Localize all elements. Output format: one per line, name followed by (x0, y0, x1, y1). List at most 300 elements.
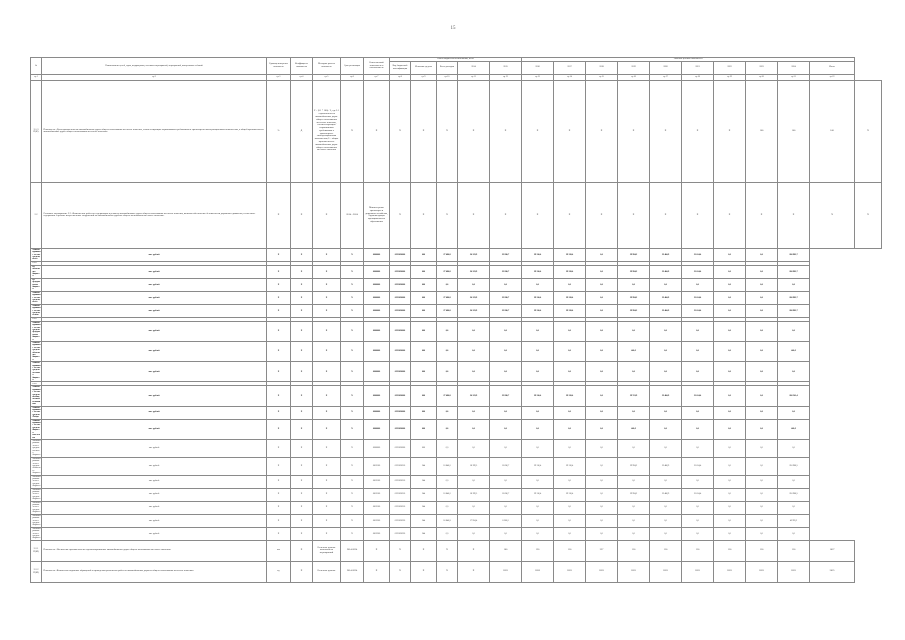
year-value-cell: 0,0 (586, 501, 618, 514)
row-coef: Х (291, 182, 313, 248)
year-value-cell: 0,0 (586, 341, 618, 361)
code-cell: 0321020310 (390, 501, 411, 514)
kbk-cell: 0613100 (364, 488, 390, 501)
year-value-cell: 36 123,9 (458, 291, 490, 304)
cell: Х (586, 80, 618, 182)
year-value-cell: 0,0 (490, 341, 522, 361)
year-value-cell: 0,0 (522, 321, 554, 341)
kbk-cell: 0613100 (364, 475, 390, 488)
cell: Х (458, 182, 490, 248)
unit-cell: тыс. рублей (42, 248, 267, 261)
col-total-header: Всего расходов (437, 61, 458, 74)
cell: Х (411, 80, 437, 182)
year-value-cell: 0,0 (458, 406, 490, 419)
cell: Х (313, 278, 341, 291)
cell: Х (855, 80, 882, 182)
year-value-cell: 31 614,4 (682, 386, 714, 406)
year-value-cell: 0,0 (458, 341, 490, 361)
year-value-cell: 0,0 (522, 419, 554, 439)
year-value-cell: 0,0 (714, 341, 746, 361)
cell: Х (437, 80, 458, 182)
year-value-cell: 27 680,8 (437, 265, 458, 278)
year-value-cell: 0,0 (618, 321, 650, 341)
cell: 2025 (554, 561, 586, 582)
col-year-header: 2016 (522, 61, 554, 74)
year-value-cell: 32 466,9 (650, 304, 682, 317)
financing-source-name: Финансирование за счет средств местного бюджета (32, 439, 41, 457)
source-cell: 000 (411, 265, 437, 278)
financing-source-name: из федерального бюджета (32, 278, 41, 291)
year-value-cell: 0,0 (618, 362, 650, 382)
cell: 150 (746, 540, 778, 561)
row-executor: Х (364, 540, 390, 561)
indicator-row (31, 561, 882, 582)
year-value-cell: 0,0 (586, 419, 618, 439)
source-cell: 000 (411, 439, 437, 457)
cell: Х (778, 182, 810, 248)
col-unit-header: Единица измерения показателя (267, 58, 291, 75)
source-cell: 244 (411, 488, 437, 501)
year-value-cell: 0,0 (437, 475, 458, 488)
year-value-cell: 0,0 (650, 321, 682, 341)
row-term: 2014-2024 (341, 540, 364, 561)
cell: 2025 (714, 561, 746, 582)
cell: Х (341, 527, 364, 540)
year-value-cell: 32 466,9 (650, 248, 682, 261)
cell: Х (267, 439, 291, 457)
cell: Х (341, 514, 364, 527)
cell: Х (650, 80, 682, 182)
year-value-cell: 0,0 (522, 501, 554, 514)
col-total-year-header: Итого (810, 61, 855, 74)
code-cell: 0321020000 (390, 362, 411, 382)
year-value-cell: 0,0 (554, 321, 586, 341)
cell: 150 (650, 540, 682, 561)
col-year-header: 2023 (746, 61, 778, 74)
cell: Х (411, 561, 437, 582)
unit-cell: тыс. рублей (42, 488, 267, 501)
financing-source-name: Финансирование за счет средств бюджета (32, 488, 41, 501)
cell: 150 (714, 540, 746, 561)
year-value-cell: 31 614,4 (682, 304, 714, 317)
cell: Х (490, 182, 522, 248)
indicator-group-header: Значения целевых показателей (522, 58, 855, 62)
source-cell: 000 (411, 304, 437, 317)
cell: Х (291, 527, 313, 540)
year-value-cell: 0,0 (586, 265, 618, 278)
year-value-cell: 39 118,4 (554, 265, 586, 278)
source-cell: 244 (411, 475, 437, 488)
financing-source-name: в т.ч. (31, 261, 42, 265)
row-coef: Х (291, 540, 313, 561)
year-value-cell: 0,0 (522, 341, 554, 361)
year-value-cell: 0,0 (682, 406, 714, 419)
source-cell: 000 (411, 278, 437, 291)
cell: Х (313, 501, 341, 514)
year-value-cell: 0,0 (714, 406, 746, 419)
cell: Х (291, 248, 313, 261)
year-value-cell: 0,0 (618, 514, 650, 527)
cell: Х (341, 386, 364, 406)
cell: Х (341, 278, 364, 291)
financing-row (31, 321, 882, 341)
cell: Х (313, 527, 341, 540)
year-value-cell: 0,0 (714, 291, 746, 304)
cell: Х (267, 488, 291, 501)
cell: Х (267, 457, 291, 475)
row-executor: Х (364, 80, 390, 182)
year-value-cell: 0,0 (554, 406, 586, 419)
unit-cell: тыс. рублей (42, 439, 267, 457)
financing-source-name: Финансирование за счет средств бюджета (32, 501, 41, 514)
year-value-cell: 0,0 (746, 527, 778, 540)
year-value-cell: 36 123,9 (458, 304, 490, 317)
cell: Х (291, 321, 313, 341)
column-number: гр.10 (437, 74, 458, 80)
unit-cell: тыс. рублей (42, 341, 267, 361)
cell: Х (390, 182, 411, 248)
cell: Х (411, 182, 437, 248)
total-cell: 260 981,7 (778, 265, 810, 278)
year-value-cell: 0,0 (682, 278, 714, 291)
year-value-cell: 0,0 (618, 501, 650, 514)
total-cell: 0,0 (778, 362, 810, 382)
cell: Х (341, 439, 364, 457)
cell: Х (522, 80, 554, 182)
cell: Х (267, 278, 291, 291)
year-value-cell: 36 123,9 (458, 248, 490, 261)
year-value-cell: 32 466,9 (650, 291, 682, 304)
cell: Х (291, 439, 313, 457)
cell: Х (291, 501, 313, 514)
column-number: гр.17 (650, 74, 682, 80)
unit-cell: тыс. рублей (42, 514, 267, 527)
cell: Х (437, 182, 458, 248)
year-value-cell: 0,0 (682, 321, 714, 341)
year-value-cell: 39 118,4 (554, 386, 586, 406)
year-value-cell: 0,0 (650, 514, 682, 527)
col-kbk-header: Код бюджетной классификации (390, 61, 411, 74)
kbk-cell: 0000000 (364, 321, 390, 341)
main-activity-row (31, 182, 882, 248)
cell: Х (411, 540, 437, 561)
year-value-cell: 0,0 (437, 527, 458, 540)
col-year-header: 2018 (586, 61, 618, 74)
year-value-cell: 17 924,4 (458, 514, 490, 527)
cell: Х (618, 80, 650, 182)
year-value-cell: 0,0 (586, 406, 618, 419)
cell: Х (291, 278, 313, 291)
year-value-cell: 39 118,4 (554, 488, 586, 501)
year-value-cell: 0,0 (522, 439, 554, 457)
year-value-cell: 0,0 (586, 488, 618, 501)
total-cell: 0,0 (778, 475, 810, 488)
source-cell: 244 (411, 527, 437, 540)
financing-source-name: Финансирование за счет средств внебюджетных источников (32, 386, 41, 406)
kbk-cell: 0000000 (364, 386, 390, 406)
year-value-cell: 0,0 (618, 278, 650, 291)
total-cell: 43 995,2 (778, 514, 810, 527)
year-value-cell: 0,0 (522, 475, 554, 488)
unit-cell: тыс. рублей (42, 362, 267, 382)
cell: Х (341, 475, 364, 488)
col-year-header: 2017 (554, 61, 586, 74)
year-value-cell: 0,0 (522, 514, 554, 527)
unit-cell: тыс. рублей (42, 501, 267, 514)
source-cell: 000 (411, 248, 437, 261)
year-value-cell: 39 994,2 (618, 265, 650, 278)
financing-row (31, 248, 882, 261)
financing-source-name: Финансирование за счет средств бюджета поселения (32, 419, 41, 439)
financing-source-name: Финансирование за счет средств областного бюджета (32, 341, 41, 361)
total-cell: 440,3 (778, 341, 810, 361)
year-value-cell: 0,0 (714, 475, 746, 488)
year-value-cell: 0,0 (458, 475, 490, 488)
source-cell: 000 (411, 341, 437, 361)
year-value-cell: 0,0 (522, 362, 554, 382)
cell: Х (714, 182, 746, 248)
year-value-cell: 0,0 (714, 362, 746, 382)
code-cell: 0321020000 (390, 278, 411, 291)
year-value-cell: 0,0 (586, 457, 618, 475)
year-value-cell: 0,0 (714, 248, 746, 261)
year-value-cell: 0,0 (682, 341, 714, 361)
cell: Х (291, 304, 313, 317)
year-value-cell: 32 466,9 (650, 386, 682, 406)
financing-row (31, 406, 882, 419)
col-year-header: 2022 (714, 61, 746, 74)
financing-row (31, 514, 882, 527)
cell: Х (437, 540, 458, 561)
financing-source-name: из областного бюджета (32, 265, 40, 278)
year-value-cell: 32 466,9 (650, 457, 682, 475)
cell: Х (618, 182, 650, 248)
financing-source-name: Финансирование за счет средств Фонда (32, 406, 41, 419)
year-value-cell: 0,0 (586, 514, 618, 527)
year-value-cell: 0,0 (437, 501, 458, 514)
year-value-cell: 0,0 (522, 527, 554, 540)
indicator-row (31, 540, 882, 561)
year-value-cell: 0,0 (554, 514, 586, 527)
year-value-cell: 0,0 (746, 475, 778, 488)
year-value-cell: 31 614,4 (682, 248, 714, 261)
cell: Х (267, 475, 291, 488)
cell: Х (267, 321, 291, 341)
column-number: гр.21 (778, 74, 810, 80)
source-cell: 244 (411, 457, 437, 475)
cell: Х (341, 457, 364, 475)
row-method: Р = (L1 * 100) / L, где L1 - протяженность автомобильных дорог общего пользования местного значения, соответствующих нормативным требованиям к транспортно-эксплуатационным показателям; L - общая протяженность автомобильных дорог общего пользования местного значения (313, 80, 341, 182)
row-unit: км (267, 540, 291, 561)
year-value-cell: 0,0 (490, 475, 522, 488)
year-value-cell: 29 116,4 (522, 248, 554, 261)
financing-row (31, 265, 882, 278)
cell: Х (267, 386, 291, 406)
cell: 2025 (490, 561, 522, 582)
cell: 2025 (586, 561, 618, 582)
row-number: 2.2.1 П(М) (31, 540, 42, 561)
kbk-cell: 0000000 (364, 439, 390, 457)
column-number: гр.7 (364, 74, 390, 80)
cell: Х (267, 419, 291, 439)
year-value-cell: 0,0 (490, 321, 522, 341)
year-value-cell: 0,0 (714, 386, 746, 406)
year-value-cell: 0,0 (458, 527, 490, 540)
cell: 2025 (746, 561, 778, 582)
kbk-cell: 0613100 (364, 457, 390, 475)
cell: Х (390, 540, 411, 561)
year-value-cell: 0,0 (714, 514, 746, 527)
cell: Х (341, 406, 364, 419)
cell: Х (291, 291, 313, 304)
year-value-cell: 0,0 (746, 514, 778, 527)
year-value-cell: 0,0 (682, 527, 714, 540)
cell: 150 (682, 540, 714, 561)
cell: 150 (618, 540, 650, 561)
cell: Х (650, 182, 682, 248)
year-value-cell: 0,0 (554, 419, 586, 439)
year-value-cell: 39 994,2 (618, 291, 650, 304)
page-number: 15 (450, 26, 456, 31)
year-value-cell: 0,0 (650, 362, 682, 382)
source-cell: 000 (411, 362, 437, 382)
year-value-cell: 0,0 (490, 527, 522, 540)
cell: Х (313, 488, 341, 501)
year-value-cell: 0,0 (554, 527, 586, 540)
year-value-cell: 0,0 (746, 457, 778, 475)
financing-row (31, 488, 882, 501)
year-value-cell: 27 680,8 (437, 304, 458, 317)
year-value-cell: 0,0 (714, 488, 746, 501)
cell: Х (291, 265, 313, 278)
row-name: Показатель «Доля протяженности автомобильных дорог общего пользования местного значения, соответствующих нормативным требованиям к транспортно-эксплуатационным показателям, в общей протяженности автомобильных дорог общего пользования местного значения» (42, 80, 267, 182)
kbk-cell: 0000000 (364, 419, 390, 439)
total-cell: 0,0 (778, 527, 810, 540)
cell: Х (291, 362, 313, 382)
column-number: гр.2 (42, 74, 267, 80)
cell: Х (554, 182, 586, 248)
cell: Х (682, 80, 714, 182)
year-value-cell: 0,0 (458, 501, 490, 514)
year-value-cell: 0,0 (618, 439, 650, 457)
year-value-cell: 0,0 (714, 265, 746, 278)
year-value-cell: 23 836,7 (490, 386, 522, 406)
cell: Х (267, 304, 291, 317)
cell: Х (522, 182, 554, 248)
column-number: гр.18 (682, 74, 714, 80)
cell: Х (586, 182, 618, 248)
year-value-cell: 27 680,8 (437, 291, 458, 304)
year-value-cell: 0,0 (586, 386, 618, 406)
year-value-cell: 0,0 (554, 362, 586, 382)
cell: Х (554, 80, 586, 182)
cell: Х (490, 80, 522, 182)
year-value-cell: 0,0 (650, 419, 682, 439)
col-method-header: Методика расчета показателя (313, 58, 341, 75)
column-number: гр.12 (490, 74, 522, 80)
cell: Х (437, 561, 458, 582)
col-year-header: 2015 (490, 61, 522, 74)
column-number: гр.14 (554, 74, 586, 80)
year-value-cell: 29 116,4 (522, 304, 554, 317)
unit-cell: тыс. рублей (42, 457, 267, 475)
cell: Х (313, 514, 341, 527)
financing-source-name: Финансирование за счет средств федерального бюджета (32, 321, 41, 341)
year-value-cell: 0,0 (554, 439, 586, 457)
year-value-cell: 16 840,8 (437, 514, 458, 527)
year-value-cell: 0,0 (437, 362, 458, 382)
cell: Х (291, 488, 313, 501)
row-executor: Х (364, 561, 390, 582)
year-value-cell: 0,0 (714, 457, 746, 475)
year-value-cell: 0,0 (458, 439, 490, 457)
cell: Х (682, 182, 714, 248)
cell: Х (458, 80, 490, 182)
code-cell: 0321020310 (390, 488, 411, 501)
year-value-cell: 23 836,7 (490, 304, 522, 317)
code-cell: 0321020000 (390, 304, 411, 317)
total-cell: 260 981,7 (778, 291, 810, 304)
cell: 1027 (810, 540, 855, 561)
indicator-row (31, 80, 882, 182)
financing-source-name: Финансирование за счет средств, всего (32, 248, 41, 261)
year-value-cell: 0,0 (586, 321, 618, 341)
year-value-cell: 0,0 (490, 278, 522, 291)
code-cell: 0321020000 (390, 386, 411, 406)
row-unit: Х (267, 182, 291, 248)
cell: Х (291, 386, 313, 406)
financing-row (31, 386, 882, 406)
year-value-cell: 0,0 (714, 501, 746, 514)
code-cell: 0321020000 (390, 406, 411, 419)
cell: Х (313, 341, 341, 361)
code-cell: 0321020000 (390, 248, 411, 261)
col-year-header: 2020 (650, 61, 682, 74)
cell: Х (390, 80, 411, 182)
cell: Х (341, 501, 364, 514)
year-value-cell: 29 116,4 (522, 457, 554, 475)
year-value-cell: 0,0 (746, 419, 778, 439)
year-value-cell: 0,0 (490, 419, 522, 439)
year-value-cell: 0,0 (714, 439, 746, 457)
financing-row (31, 457, 882, 475)
year-value-cell: 0,0 (437, 321, 458, 341)
cell: Х (313, 362, 341, 382)
source-cell: 000 (411, 386, 437, 406)
code-cell: 0321020310 (390, 475, 411, 488)
cell: Х (810, 182, 855, 248)
cell: Х (458, 540, 490, 561)
financing-row (31, 419, 882, 439)
year-value-cell: 0,0 (650, 439, 682, 457)
year-value-cell: 0,0 (714, 527, 746, 540)
cell: Х (267, 291, 291, 304)
year-value-cell: 0,0 (618, 527, 650, 540)
year-value-cell: 0,0 (682, 439, 714, 457)
year-value-cell: 23 836,7 (490, 248, 522, 261)
col-year-header: 2014 (458, 61, 490, 74)
year-value-cell: 0,0 (490, 439, 522, 457)
column-number: гр.20 (746, 74, 778, 80)
year-value-cell: 0,0 (618, 475, 650, 488)
year-value-cell: 0,0 (714, 304, 746, 317)
cell: Х (291, 514, 313, 527)
cell: Х (291, 475, 313, 488)
cell: Х (746, 182, 778, 248)
cell: Х (267, 406, 291, 419)
year-value-cell: 18 199,5 (458, 457, 490, 475)
year-value-cell: 0,0 (682, 362, 714, 382)
